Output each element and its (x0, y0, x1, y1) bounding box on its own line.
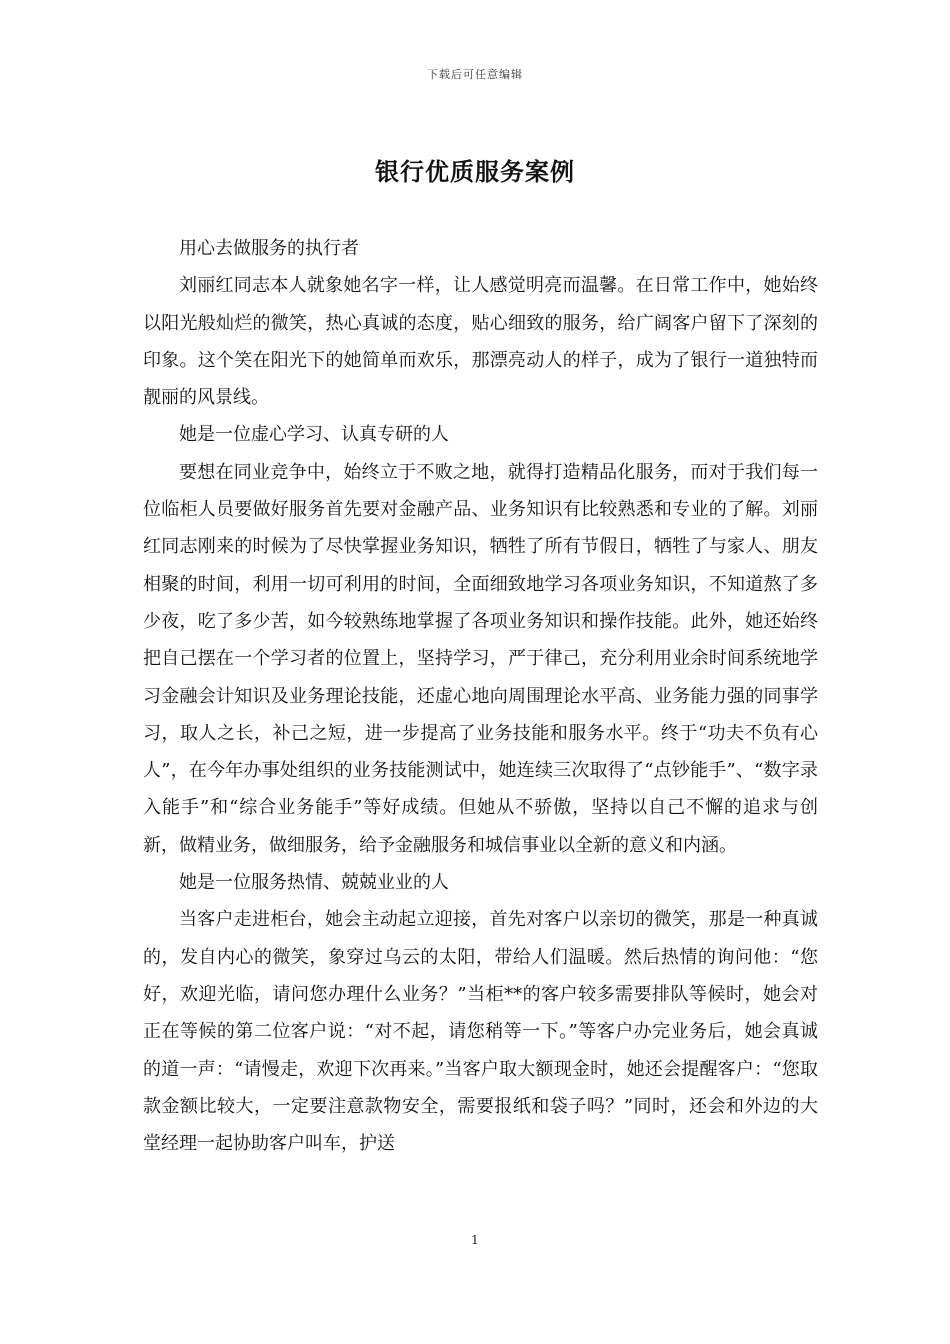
section-heading: 用心去做服务的执行者 (179, 238, 359, 259)
body-paragraph: 刘丽红同志本人就象她名字一样，让人感觉明亮而温馨。在日常工作中，她始终以阳光般灿烂的微笑，热心真诚的态度，贴心细致的服务，给广阔客户留下了深刻的印象。这个笑在阳光下的她简单而欢乐，那漂亮动人的样子，成为了银行一道独特而靓丽的风景线。 (143, 275, 818, 409)
page-number: 1 (471, 1233, 479, 1247)
body-paragraph: 当客户走进柜台，她会主动起立迎接，首先对客户以亲切的微笑，那是一种真诚的，发自内心的微笑，象穿过乌云的太阳，带给人们温暖。然后热情的询问他：“您好，欢迎光临，请问您办理什么业务？”当柜**的客户较多需要排队等候时，她会对正在等候的第二位客户说：“对不起，请您稍等一下。”等客户办完业务后，她会真诚的道一声：“请慢走，欢迎下次再来。”当客户取大额现金时，她还会提醒客户：“您取款金额比较大，一定要注意款物安全，需要报纸和袋子吗？”同时，还会和外边的大堂经理一起协助客户叫车，护送 (143, 909, 818, 1155)
page-header-note: 下载后可任意编辑 (427, 68, 523, 81)
body-paragraph: 要想在同业竞争中，始终立于不败之地，就得打造精品化服务，而对于我们每一位临柜人员要做好服务首先要对金融产品、业务知识有比较熟悉和专业的了解。刘丽红同志刚来的时候为了尽快掌握业务知识，牺牲了所有节假日，牺牲了与家人、朋友相聚的时间，利用一切可利用的时间，全面细致地学习各项业务知识，不知道熬了多少夜，吃了多少苦，如今较熟练地掌握了各项业务知识和操作技能。此外，她还始终把自己摆在一个学习者的位置上，坚持学习，严于律己，充分利用业余时间系统地学习金融会计知识及业务理论技能，还虚心地向周围理论水平高、业务能力强的同事学习，取人之长，补己之短，进一步提高了业务技能和服务水平。终于“功夫不负有心人”，在今年办事处组织的业务技能测试中，她连续三次取得了“点钞能手”、“数字录入能手”和“综合业务能手”等好成绩。但她从不骄傲，坚持以自己不懈的追求与创新，做精业务，做细服务，给予金融服务和城信事业以全新的意义和内涵。 (143, 461, 818, 856)
document-title: 银行优质服务案例 (375, 157, 575, 186)
section-heading: 她是一位服务热情、兢兢业业的人 (179, 872, 449, 894)
document-body (143, 230, 818, 1162)
section-heading: 她是一位虚心学习、认真专研的人 (179, 424, 449, 446)
